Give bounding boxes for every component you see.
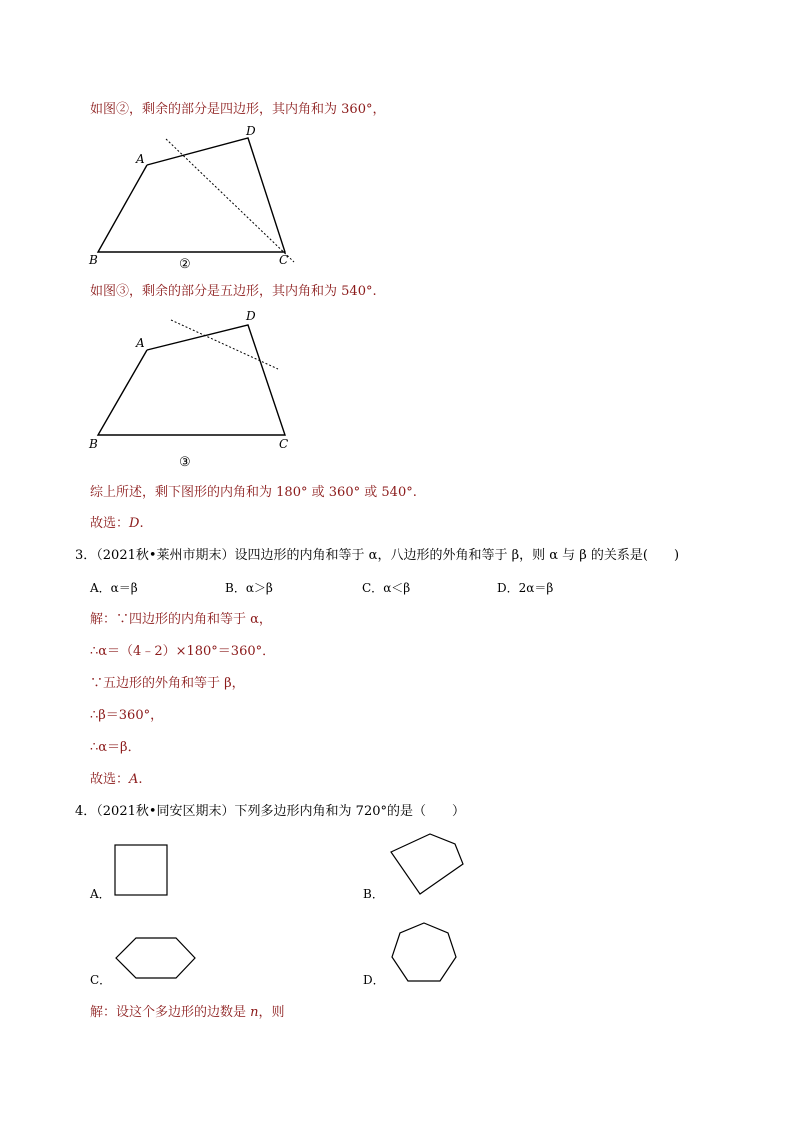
vertex-label-d: D xyxy=(246,309,256,323)
q2-answer: 故选：D. xyxy=(90,516,144,531)
q4-option-a-square xyxy=(110,840,175,900)
figure-2-quadrilateral xyxy=(80,120,310,275)
q3-solution-line-4: ∴β＝360°， xyxy=(90,708,164,723)
heptagon-shape xyxy=(392,923,456,981)
figure-2-cut-line xyxy=(166,139,294,262)
vertex-label-b: B xyxy=(89,437,98,451)
q3-solution-line-3: ∵五边形的外角和等于 β， xyxy=(90,676,245,691)
vertex-label-c: C xyxy=(279,437,289,451)
q3-option-b: B．α＞β xyxy=(225,581,273,595)
figure-3-cut-line xyxy=(171,320,278,369)
q3-answer: 故选：A. xyxy=(90,772,143,787)
figure-3-pentagon xyxy=(80,305,310,470)
pentagon-shape xyxy=(391,834,463,894)
fig3-caption: 如图③，剩余的部分是五边形，其内角和为 540°. xyxy=(90,284,377,299)
q4-option-c-hexagon xyxy=(108,928,203,990)
q4-solution-start: 解：设这个多边形的边数是 n，则 xyxy=(90,1005,285,1020)
vertex-label-a: A xyxy=(136,336,145,350)
figure-2-outline xyxy=(98,138,285,252)
q4-option-a-letter: A． xyxy=(90,887,111,901)
vertex-label-d: D xyxy=(246,124,256,138)
square-shape xyxy=(115,845,167,895)
q3-stem: 3．（2021秋•莱州市期末）设四边形的内角和等于 α，八边形的外角和等于 β，则 α 与 β 的关系是( ) xyxy=(75,548,680,563)
fig2-caption: 如图②，剩余的部分是四边形，其内角和为 360°， xyxy=(90,102,386,117)
summary-line: 综上所述，剩下图形的内角和为 180° 或 360° 或 540°. xyxy=(90,485,417,500)
figure-3-number: ③ xyxy=(179,455,191,470)
q4-option-c-letter: C． xyxy=(90,973,112,987)
q4-option-d-heptagon xyxy=(385,918,463,988)
vertex-label-c: C xyxy=(279,253,289,267)
vertex-label-a: A xyxy=(136,152,145,166)
q3-option-c: C．α＜β xyxy=(362,581,411,595)
q4-option-b-pentagon xyxy=(380,828,475,900)
q3-solution-line-1: 解：∵四边形的内角和等于 α， xyxy=(90,612,272,627)
q3-solution-line-5: ∴α＝β． xyxy=(90,740,141,755)
figure-3-outline xyxy=(98,325,285,435)
q3-solution-line-2: ∴α＝（4﹣2）×180°＝360°． xyxy=(90,644,276,659)
figure-2-number: ② xyxy=(179,257,191,272)
vertex-label-b: B xyxy=(89,253,98,267)
q4-stem: 4．（2021秋•同安区期末）下列多边形内角和为 720°的是（ ） xyxy=(75,804,465,819)
hexagon-shape xyxy=(116,938,195,978)
q3-option-d: D．2α＝β xyxy=(497,581,554,595)
q4-option-b-letter: B． xyxy=(363,887,384,901)
q4-option-d-letter: D． xyxy=(363,973,385,987)
q3-option-a: A．α＝β xyxy=(90,581,138,595)
